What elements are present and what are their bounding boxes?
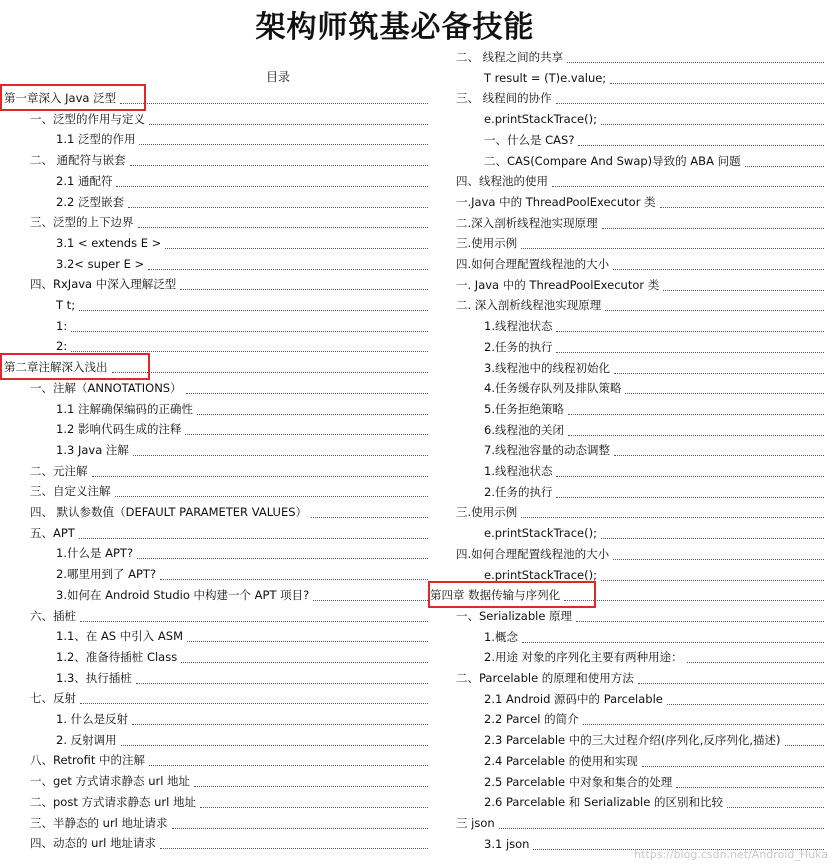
toc-entry-label: e.printStackTrace(); bbox=[484, 567, 597, 582]
toc-entry[interactable] bbox=[428, 88, 824, 108]
dot-leader bbox=[149, 765, 428, 766]
toc-entry[interactable] bbox=[428, 130, 824, 150]
dot-leader bbox=[601, 124, 824, 125]
toc-entry-label: 3.1 < extends E > bbox=[56, 235, 162, 250]
toc-entry-label: 1.2、准备待插桩 Class bbox=[56, 649, 178, 664]
toc-entry-label: 1.3 Java 注解 bbox=[56, 442, 129, 457]
dot-leader bbox=[311, 517, 428, 518]
toc-entry[interactable] bbox=[0, 709, 428, 729]
toc-entry[interactable] bbox=[428, 523, 824, 543]
toc-entry-label: 一、什么是 CAS? bbox=[484, 132, 575, 147]
toc-entry-label: 一、get 方式请求静态 url 地址 bbox=[30, 774, 191, 789]
toc-entry-label: 2.1 通配符 bbox=[56, 173, 113, 188]
toc-entry[interactable] bbox=[0, 523, 428, 543]
dot-leader bbox=[567, 62, 824, 63]
dot-leader bbox=[601, 538, 824, 539]
toc-entry[interactable] bbox=[428, 772, 824, 792]
toc-entry[interactable] bbox=[428, 68, 824, 88]
dot-leader bbox=[180, 289, 428, 290]
toc-entry[interactable] bbox=[428, 420, 824, 440]
dot-leader bbox=[663, 290, 824, 291]
toc-entry[interactable] bbox=[428, 47, 824, 67]
toc-entry-label: 1.什么是 APT? bbox=[56, 546, 134, 561]
toc-entry[interactable] bbox=[0, 668, 428, 688]
toc-entry-label: 八、Retrofit 中的注解 bbox=[30, 753, 145, 768]
dot-leader bbox=[187, 641, 428, 642]
toc-entry-label: 七、反射 bbox=[30, 691, 76, 706]
toc-entry-label: 第一章深入 Java 泛型 bbox=[4, 91, 117, 105]
toc-entry-label: 一. Java 中的 ThreadPoolExecutor 类 bbox=[456, 277, 660, 292]
dot-leader bbox=[556, 331, 824, 332]
toc-entry-label: 1.线程池状态 bbox=[484, 464, 553, 478]
toc-entry-label: 2.任务的执行 bbox=[484, 339, 553, 354]
toc-entry-label: 三 json bbox=[456, 815, 495, 830]
dot-leader bbox=[556, 103, 824, 104]
toc-entry-label: 一、注解（ANNOTATIONS） bbox=[30, 380, 182, 395]
toc-entry-label: 六、插桩 bbox=[30, 608, 76, 623]
toc-entry-label: 五、APT bbox=[30, 525, 75, 540]
dot-leader bbox=[160, 848, 428, 849]
toc-entry[interactable] bbox=[428, 192, 824, 212]
dot-leader bbox=[181, 662, 428, 663]
toc-entry[interactable] bbox=[428, 668, 824, 688]
toc-entry-label: 3.1 json bbox=[484, 836, 530, 851]
dot-leader bbox=[313, 600, 428, 601]
toc-entry-label: 1.1、在 AS 中引入 ASM bbox=[56, 629, 184, 644]
dot-leader bbox=[614, 455, 824, 456]
toc-entry[interactable] bbox=[428, 358, 824, 378]
toc-entry-label: 1. 什么是反射 bbox=[56, 712, 129, 726]
toc-entry-label: 2.3 Parcelable 中的三大过程介绍(序列化,反序列化,描述) bbox=[484, 733, 781, 748]
toc-entry-label: 四、 默认参数值（DEFAULT PARAMETER VALUES） bbox=[30, 505, 308, 519]
toc-entry-label: 四、动态的 url 地址请求 bbox=[30, 836, 157, 851]
toc-entry[interactable] bbox=[428, 337, 824, 357]
dot-leader bbox=[602, 228, 824, 229]
dot-leader bbox=[522, 642, 824, 643]
toc-entry-label: T t; bbox=[56, 298, 76, 312]
dot-leader bbox=[568, 435, 824, 436]
toc-entry[interactable] bbox=[428, 792, 824, 812]
toc-entry-label: 二、Parcelable 的原理和使用方法 bbox=[456, 671, 634, 685]
toc-entry-label: 3.2< super E > bbox=[56, 256, 145, 271]
dot-leader bbox=[138, 227, 428, 228]
toc-entry[interactable] bbox=[428, 689, 824, 709]
toc-entry-label: 三、半静态的 url 地址请求 bbox=[30, 815, 168, 830]
toc-entry-label: 2: bbox=[56, 339, 68, 354]
dot-leader bbox=[642, 766, 824, 767]
toc-entry-label: 7.线程池容量的动态调整 bbox=[484, 443, 610, 458]
dot-leader bbox=[112, 372, 428, 373]
toc-entry-label: 2.6 Parcelable 和 Serializable 的区别和比较 bbox=[484, 795, 723, 810]
dot-leader bbox=[556, 476, 824, 477]
dot-leader bbox=[186, 393, 428, 394]
toc-entry[interactable] bbox=[0, 813, 428, 833]
dot-leader bbox=[613, 269, 824, 270]
toc-entry[interactable] bbox=[428, 482, 824, 502]
dot-leader bbox=[149, 124, 428, 125]
toc-entry-label: 1.1 注解确保编码的正确性 bbox=[56, 401, 193, 416]
toc-entry[interactable] bbox=[428, 502, 824, 522]
toc-entry-label: 2. 反射调用 bbox=[56, 732, 117, 747]
toc-entry-label: 2.哪里用到了 APT? bbox=[56, 567, 157, 582]
dot-leader bbox=[137, 558, 428, 559]
toc-entry[interactable] bbox=[0, 295, 428, 315]
dot-leader bbox=[132, 724, 428, 725]
toc-entry[interactable] bbox=[428, 440, 824, 460]
toc-entry[interactable] bbox=[0, 316, 428, 336]
toc-entry[interactable] bbox=[0, 109, 428, 129]
toc-entry-label: 2.2 泛型嵌套 bbox=[56, 194, 124, 209]
dot-leader bbox=[130, 165, 428, 166]
dot-leader bbox=[613, 559, 824, 560]
toc-entry[interactable] bbox=[0, 730, 428, 750]
toc-entry[interactable] bbox=[428, 709, 824, 729]
toc-entry[interactable] bbox=[428, 316, 824, 336]
toc-entry[interactable] bbox=[0, 378, 428, 398]
toc-entry[interactable] bbox=[428, 275, 824, 295]
toc-entry-label: 二、 通配符与嵌套 bbox=[30, 153, 126, 168]
toc-entry[interactable] bbox=[0, 502, 428, 522]
dot-leader bbox=[92, 476, 428, 477]
toc-entry-label: 1.2 影响代码生成的注释 bbox=[56, 422, 182, 437]
toc-entry[interactable] bbox=[428, 109, 824, 129]
toc-entry-label: 三、自定义注解 bbox=[30, 484, 111, 499]
dot-leader bbox=[568, 414, 824, 415]
toc-entry-label: 二、 线程之间的共享 bbox=[456, 50, 564, 64]
toc-entry[interactable] bbox=[0, 254, 428, 274]
dot-leader bbox=[583, 724, 824, 725]
dot-leader bbox=[614, 373, 824, 374]
toc-entry-label: 二、元注解 bbox=[30, 463, 88, 478]
toc-entry[interactable] bbox=[0, 585, 428, 605]
toc-entry-label: 一、Serializable 原理 bbox=[456, 608, 573, 623]
toc-entry-label: 第二章注解深入浅出 bbox=[4, 360, 108, 375]
dot-leader bbox=[136, 683, 428, 684]
toc-entry[interactable] bbox=[428, 378, 824, 398]
toc-entry-label: 二、post 方式请求静态 url 地址 bbox=[30, 794, 197, 809]
toc-entry-label: 第四章 数据传输与序列化 bbox=[430, 588, 561, 603]
toc-entry-label: 三、 线程间的协作 bbox=[456, 91, 552, 106]
toc-entry-label: 1.线程池状态 bbox=[484, 319, 553, 334]
dot-leader bbox=[676, 787, 824, 788]
toc-entry[interactable] bbox=[0, 129, 428, 149]
dot-leader bbox=[172, 828, 428, 829]
toc-heading: 目录 bbox=[265, 70, 290, 84]
dot-leader bbox=[115, 496, 428, 497]
toc-entry-label: 4.任务缓存队列及排队策略 bbox=[484, 381, 622, 396]
dot-leader bbox=[160, 579, 428, 580]
toc-entry[interactable] bbox=[428, 813, 824, 833]
toc-entry[interactable] bbox=[0, 274, 428, 294]
toc-entry-label: 1.1 泛型的作用 bbox=[56, 132, 136, 147]
toc-entry[interactable] bbox=[428, 151, 824, 171]
toc-entry[interactable] bbox=[0, 192, 428, 212]
toc-entry-label: 1.概念 bbox=[484, 629, 518, 644]
dot-leader bbox=[80, 621, 428, 622]
dot-leader bbox=[200, 807, 428, 808]
dot-leader bbox=[745, 166, 824, 167]
toc-entry-label: 四、RxJava 中深入理解泛型 bbox=[30, 277, 177, 292]
toc-entry[interactable] bbox=[0, 212, 428, 232]
chapter-highlight-box bbox=[428, 581, 596, 608]
dot-leader bbox=[116, 186, 428, 187]
toc-entry-label: 三.使用示例 bbox=[456, 505, 518, 520]
toc-entry[interactable] bbox=[428, 544, 824, 564]
dot-leader bbox=[610, 83, 824, 84]
dot-leader bbox=[667, 704, 824, 705]
toc-entry[interactable] bbox=[428, 254, 824, 274]
toc-entry[interactable] bbox=[0, 647, 428, 667]
dot-leader bbox=[165, 248, 428, 249]
toc-entry-label: 2.4 Parcelable 的使用和实现 bbox=[484, 753, 638, 768]
toc-entry[interactable] bbox=[428, 233, 824, 253]
toc-entry[interactable] bbox=[428, 461, 824, 481]
toc-entry-label: 2.任务的执行 bbox=[484, 484, 553, 499]
dot-leader bbox=[625, 393, 824, 394]
toc-entry[interactable] bbox=[0, 440, 428, 460]
toc-entry-label: 2.5 Parcelable 中对象和集合的处理 bbox=[484, 774, 673, 789]
dot-leader bbox=[71, 331, 428, 332]
toc-entry-label: 3.如何在 Android Studio 中构建一个 APT 项目? bbox=[56, 587, 310, 602]
dot-leader bbox=[605, 310, 824, 311]
dot-leader bbox=[556, 352, 824, 353]
toc-entry[interactable] bbox=[428, 295, 824, 315]
chapter-highlight-box bbox=[0, 84, 146, 111]
toc-entry[interactable] bbox=[0, 419, 428, 439]
dot-leader bbox=[578, 145, 824, 146]
toc-entry-label: 1: bbox=[56, 318, 68, 333]
watermark: https://blog.csdn.net/Android_Huka bbox=[634, 848, 828, 861]
toc-entry-label: 2.用途 对象的序列化主要有两种用途： bbox=[484, 650, 683, 665]
dot-leader bbox=[185, 434, 428, 435]
toc-entry-label: 三、泛型的上下边界 bbox=[30, 215, 134, 230]
toc-entry[interactable] bbox=[0, 564, 428, 584]
toc-entry[interactable] bbox=[0, 543, 428, 563]
chapter-highlight-box bbox=[0, 353, 150, 380]
dot-leader bbox=[121, 745, 428, 746]
toc-entry[interactable] bbox=[0, 833, 428, 853]
toc-entry[interactable] bbox=[0, 233, 428, 253]
dot-leader bbox=[148, 269, 428, 270]
dot-leader bbox=[120, 103, 428, 104]
toc-entry[interactable] bbox=[0, 626, 428, 646]
toc-entry[interactable] bbox=[0, 771, 428, 791]
toc-entry-label: 6.线程池的关闭 bbox=[484, 422, 564, 437]
toc-entry[interactable] bbox=[428, 647, 824, 667]
dot-leader bbox=[552, 186, 824, 187]
dot-leader bbox=[660, 207, 824, 208]
toc-entry[interactable] bbox=[0, 481, 428, 501]
toc-entry-label: 二. 深入剖析线程池实现原理 bbox=[456, 298, 602, 313]
toc-entry[interactable] bbox=[428, 606, 824, 626]
toc-entry-label: 四.如何合理配置线程池的大小 bbox=[456, 257, 610, 271]
toc-entry[interactable] bbox=[428, 730, 824, 750]
toc-entry-label: 一.Java 中的 ThreadPoolExecutor 类 bbox=[456, 194, 656, 209]
toc-entry[interactable] bbox=[428, 213, 824, 233]
toc-entry[interactable] bbox=[0, 461, 428, 481]
dot-leader bbox=[564, 600, 824, 601]
dot-leader bbox=[79, 538, 428, 539]
toc-entry-label: e.printStackTrace(); bbox=[484, 526, 597, 541]
dot-leader bbox=[499, 828, 824, 829]
toc-entry[interactable] bbox=[428, 399, 824, 419]
toc-entry-label: 3.线程池中的线程初始化 bbox=[484, 360, 610, 375]
toc-entry[interactable] bbox=[0, 606, 428, 626]
dot-leader bbox=[194, 786, 428, 787]
toc-entry[interactable] bbox=[428, 751, 824, 771]
toc-entry-label: 二、CAS(Compare And Swap)导致的 ABA 问题 bbox=[484, 153, 741, 168]
toc-entry[interactable] bbox=[428, 627, 824, 647]
dot-leader bbox=[556, 497, 824, 498]
toc-entry-label: T result = (T)e.value; bbox=[484, 70, 607, 85]
dot-leader bbox=[687, 662, 824, 663]
toc-entry[interactable] bbox=[0, 171, 428, 191]
dot-leader bbox=[576, 621, 824, 622]
toc-entry-label: 2.2 Parcel 的简介 bbox=[484, 712, 579, 727]
dot-leader bbox=[521, 517, 824, 518]
toc-entry-label: 三.使用示例 bbox=[456, 236, 518, 251]
dot-leader bbox=[727, 807, 824, 808]
toc-entry[interactable] bbox=[0, 399, 428, 419]
toc-entry-label: 四、线程池的使用 bbox=[456, 174, 548, 189]
toc-entry[interactable] bbox=[428, 171, 824, 191]
dot-leader bbox=[197, 414, 428, 415]
toc-entry-label: 一、泛型的作用与定义 bbox=[30, 111, 145, 126]
toc-entry[interactable] bbox=[0, 792, 428, 812]
dot-leader bbox=[79, 310, 428, 311]
dot-leader bbox=[80, 703, 428, 704]
toc-entry-label: 5.任务拒绝策略 bbox=[484, 401, 564, 416]
toc-entry[interactable] bbox=[0, 750, 428, 770]
toc-entry[interactable] bbox=[0, 688, 428, 708]
toc-entry-label: 2.1 Android 源码中的 Parcelable bbox=[484, 691, 663, 706]
toc-entry-label: 1.3、执行插桩 bbox=[56, 670, 132, 685]
toc-entry-label: e.printStackTrace(); bbox=[484, 112, 597, 127]
toc-entry-label: 二.深入剖析线程池实现原理 bbox=[456, 215, 598, 230]
document-title: 架构师筑基必备技能 bbox=[255, 10, 535, 45]
toc-entry[interactable] bbox=[0, 150, 428, 170]
dot-leader bbox=[133, 455, 428, 456]
toc-entry-label: 四.如何合理配置线程池的大小 bbox=[456, 546, 610, 561]
dot-leader bbox=[638, 683, 824, 684]
dot-leader bbox=[601, 580, 824, 581]
dot-leader bbox=[128, 207, 428, 208]
dot-leader bbox=[521, 248, 824, 249]
dot-leader bbox=[139, 144, 428, 145]
dot-leader bbox=[785, 745, 824, 746]
